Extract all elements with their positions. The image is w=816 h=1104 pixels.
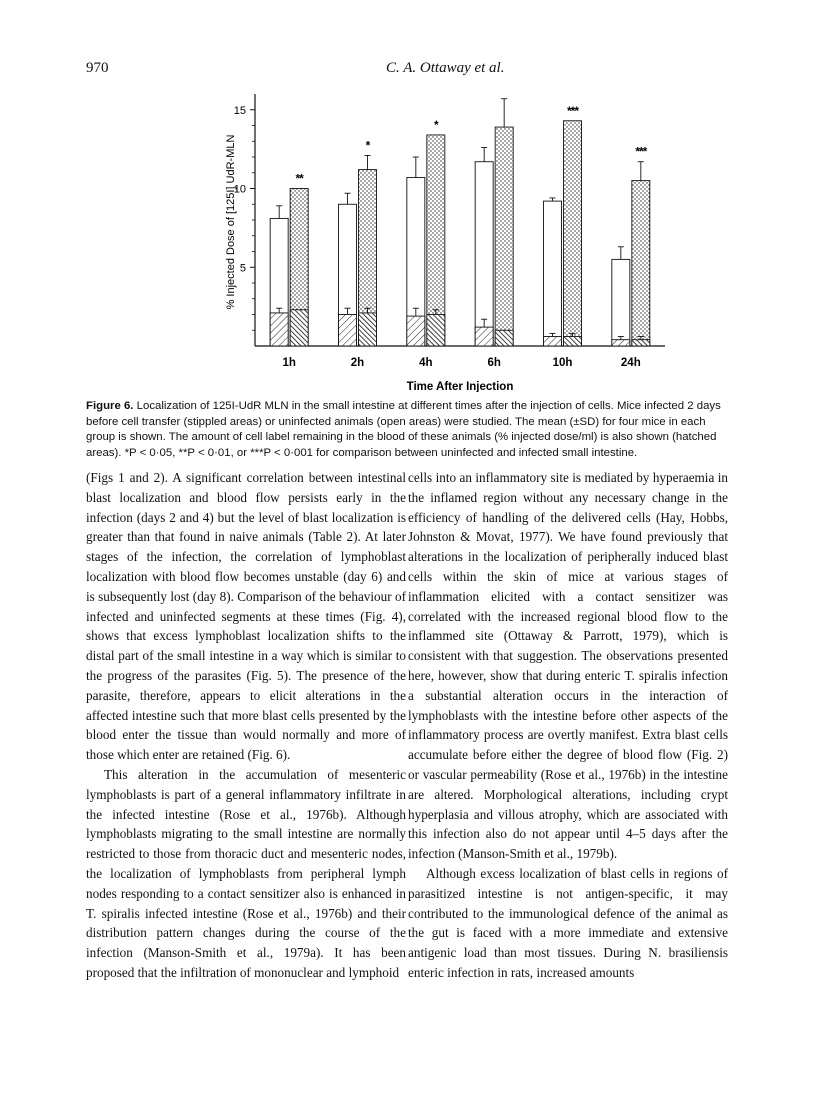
bar xyxy=(544,201,562,346)
bar xyxy=(495,127,513,346)
x-tick-label: 24h xyxy=(620,357,641,369)
figure-label: Figure 6. xyxy=(86,400,134,412)
text-column-left xyxy=(86,468,406,983)
significance-marker: * xyxy=(433,117,438,132)
figure-caption xyxy=(86,399,730,461)
bar xyxy=(339,315,357,347)
page-number: 970 xyxy=(86,60,109,76)
x-tick-label: 2h xyxy=(350,357,365,369)
significance-marker: *** xyxy=(635,144,647,159)
bar xyxy=(270,313,288,346)
bar xyxy=(564,337,582,346)
y-tick-label: 10 xyxy=(233,183,246,196)
paragraph: Although excess localization of blast cells in regions of parasitized intestine is not antigen-specific, it may contributed to the immunological defence of the animal as the gut is faced with a more immediate and extensive antigenic load than most tissues. During N. brasiliensis enteric infection in rats, increased amounts xyxy=(408,865,728,980)
bar xyxy=(544,337,562,346)
bar xyxy=(475,327,493,346)
bar xyxy=(632,181,650,346)
y-tick-label: 15 xyxy=(233,104,246,117)
bar xyxy=(427,315,445,347)
y-axis-label: % Injected Dose of [125I] UdR-MLN xyxy=(225,134,237,310)
bar xyxy=(359,313,377,346)
significance-marker: ** xyxy=(295,171,303,186)
significance-marker: * xyxy=(365,138,370,153)
bar xyxy=(475,162,493,346)
x-tick-label: 10h xyxy=(552,357,573,369)
bar xyxy=(612,259,630,346)
y-tick-label: 5 xyxy=(239,262,246,275)
paragraph: This alteration in the accumulation of mesenteric lymphoblasts is part of a general inflammatory infiltrate in the infected intestine (Rose et al., 1976b). Although lymphoblasts migrating to the small intestine are normally restricted to those from thoracic duct and mesenteric nodes, the localization of lymphoblasts from peripheral lymph nodes responding to a contact sensitizer also is enhanced in T. spiralis infected intestine (Rose et al., 1976b) and their distribution pattern changes during the course of the infection (Manson-Smith et al., 1979a). It has been proposed that the infiltration of mononuclear and lymphoid xyxy=(86,766,406,980)
bar xyxy=(407,316,425,346)
bar xyxy=(290,310,308,346)
text-column-right xyxy=(408,468,728,983)
figure-6-chart xyxy=(200,92,700,392)
page-header xyxy=(86,60,726,82)
bar xyxy=(632,340,650,346)
x-tick-label: 1h xyxy=(282,357,296,369)
x-tick-label: 4h xyxy=(419,357,433,369)
bar xyxy=(495,330,513,346)
running-head: C. A. Ottaway et al. xyxy=(386,60,505,76)
bar xyxy=(564,121,582,346)
paragraph: (Figs 1 and 2). A significant correlation between intestinal blast localization and blood flow persists early in the infection (days 2 and 4) but the level of blast localization is greater than that found in naive animals (Table 2). At later stages of the infection, the correlation of lymphoblast localization with blood flow becomes unstable (day 6) and is subsequently lost (day 8). Comparison of the behaviour of infected and uninfected segments at these times (Fig. 4), shows that excess lymphoblast localization shifts to the distal part of the small intestine in a way which is similar to the progress of the parasites (Fig. 5). The presence of the parasite, therefore, appears to elicit alterations in the affected intestine such that more blast cells presented by the blood enter the tissue than would normally and more of those which enter are retained (Fig. 6). xyxy=(86,470,406,763)
bar xyxy=(612,340,630,346)
x-axis-label: Time After Injection xyxy=(406,381,514,392)
significance-marker: *** xyxy=(566,103,579,118)
caption-text: Localization of 125I-UdR MLN in the small intestine at different times after the injection of cells. Mice infected 2 days before cell transfer (stippled areas) or uninfected animals (open areas) were studied. The mean (±SD) for four mice in each group is shown. The amount of cell label remaining in the blood of these animals (% injected dose/ml) is also shown (hatched areas). *P < 0·05, **P < 0·01, or ***P < 0·001 for comparison between uninfected and infected small intestine. xyxy=(86,400,721,459)
paragraph: cells into an inflammatory site is mediated by hyperaemia in the inflamed region without any necessary change in the efficiency of handling of the delivered cells (Hay, Hobbs, Johnston & Movat, 1977). We have found previously that alterations in the localization of peripherally induced blast cells within the skin of mice at various stages of inflammation elicited with a contact sensitizer was correlated with the increased regional blood flow to the inflammed site (Ottaway & Parrott, 1979), which is consistent with that suggestion. The observations presented here, however, show that during enteric T. spiralis infection a substantial alteration occurs in the interaction of lymphoblasts with the intestine before other aspects of the inflammatory process are overtly manifest. Extra blast cells accumulate before either the degree of blood flow (Fig. 2) or vascular permeability (Rose et al., 1976b) in the intestine are altered. Morphological alterations, including crypt hyperplasia and villous atrophy, which are associated with this infection also do not appear until 4–5 days after the infection (Manson-Smith et al., 1979b). xyxy=(408,470,728,862)
x-tick-label: 6h xyxy=(487,357,501,369)
